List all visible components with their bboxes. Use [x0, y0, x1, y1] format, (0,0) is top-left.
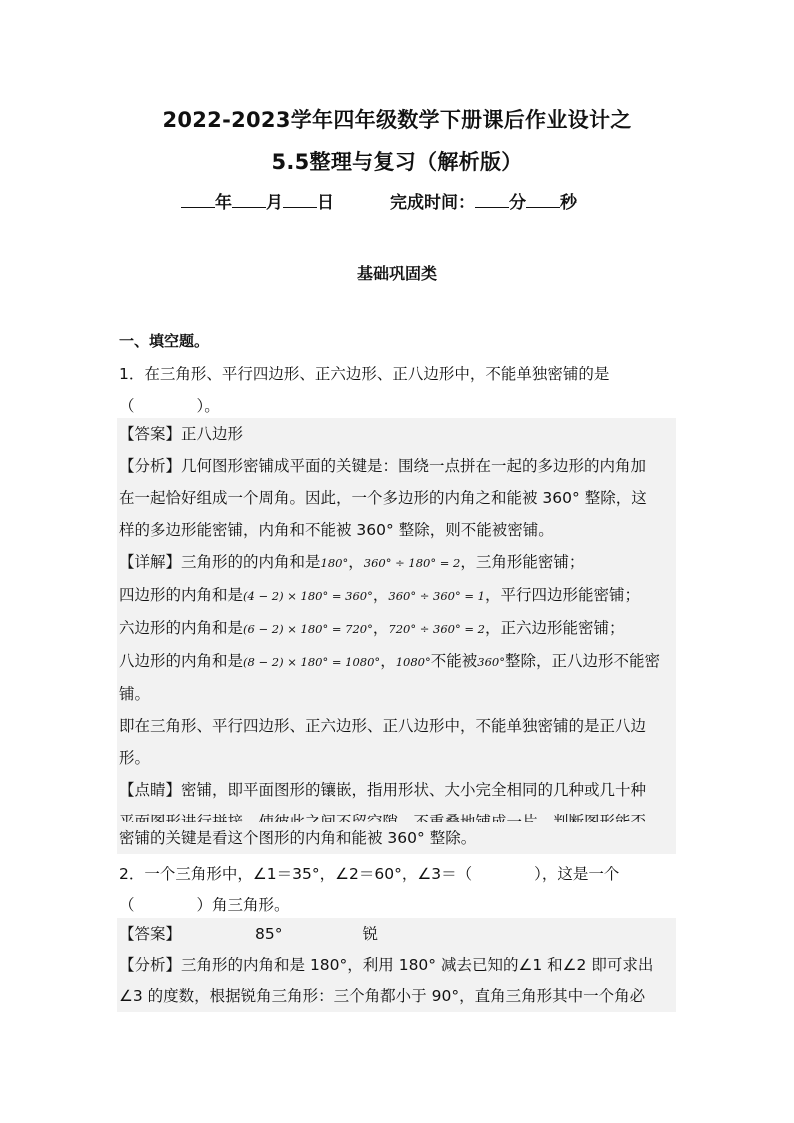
separator: ，: [380, 652, 396, 670]
detail-line-3-end: ，正六边形能密铺；: [485, 619, 625, 637]
q1-stem-line-1: 1．在三角形、平行四边形、正六边形、正八边形中，不能单独密铺的是: [119, 365, 610, 383]
analysis-line-1: 三角形的内角和是 180°，利用 180° 减去已知的∠1 和∠2 即可求出: [181, 956, 654, 974]
analysis-line-2: 在一起恰好组成一个周角。因此，一个多边形的内角之和能被 360° 整除，这: [119, 489, 647, 507]
detail-line-5: 铺。: [119, 685, 151, 703]
detail-line-4-text: 八边形的内角和是: [119, 652, 244, 670]
detail-line-2-text: 四边形的内角和是: [119, 586, 244, 604]
formula: 360°: [477, 655, 505, 669]
second-label: 秒: [560, 193, 577, 213]
q2-answer: [117, 918, 676, 950]
formula: (6 − 2) × 180° = 720°: [243, 622, 373, 636]
q1-stem-line-2: （ ）。: [119, 397, 220, 415]
answer-value-1: 85°: [255, 925, 283, 943]
section-title: 基础巩固类: [356, 264, 437, 283]
month-blank[interactable]: [232, 193, 266, 208]
detail-line-4-end: 整除，正八边形不能密: [504, 652, 660, 670]
date-time-line: [181, 188, 577, 213]
minute-label: 分: [509, 193, 526, 213]
separator: ，: [348, 553, 364, 571]
year-blank[interactable]: [181, 193, 215, 208]
detail-line-1-end: ，三角形能密铺；: [460, 553, 585, 571]
analysis-tag: 【分析】: [119, 457, 182, 475]
day-blank[interactable]: [283, 193, 317, 208]
part-title: 一、填空题。: [119, 332, 210, 350]
comment-line-1: 密铺，即平面图形的镶嵌，指用形状、大小完全相同的几种或几十种: [181, 781, 647, 799]
formula: (8 − 2) × 180° = 1080°: [243, 655, 381, 669]
answer-tag: 【答案】: [119, 925, 182, 943]
analysis-line-1: 几何图形密铺成平面的关键是：围绕一点拼在一起的多边形的内角加: [181, 457, 647, 475]
q2-stem-line-2: （ ）角三角形。: [119, 896, 290, 914]
q1-comment-line-3: 密铺的关键是看这个图形的内角和能被 360° 整除。: [117, 822, 676, 854]
answer-text: 正八边形: [181, 425, 244, 443]
formula: 1080°: [395, 655, 431, 669]
comment-tag: 【点睛】: [119, 781, 182, 799]
q1-answer: [117, 418, 676, 450]
detail-line-1-text: 三角形的的内角和是: [181, 553, 321, 571]
detail-line-2-end: ，平行四边形能密铺；: [485, 586, 641, 604]
second-blank[interactable]: [526, 193, 560, 208]
formula: 720° ÷ 360° = 2: [388, 622, 486, 636]
q1-detail: [117, 546, 676, 850]
q2-stem-line-1: 2．一个三角形中，∠1＝35°，∠2＝60°，∠3＝（ ），这是一个: [119, 865, 620, 883]
separator: ，: [372, 586, 389, 604]
completion-time-label: 完成时间：: [390, 193, 475, 213]
answer-tag: 【答案】: [119, 425, 182, 443]
conclusion-line-1: 即在三角形、平行四边形、正六边形、正八边形中，不能单独密铺的是正八边: [119, 717, 647, 735]
analysis-line-3: 样的多边形能密铺，内角和不能被 360° 整除，则不能被密铺。: [119, 521, 554, 539]
detail-line-3-text: 六边形的内角和是: [119, 619, 244, 637]
month-label: 月: [266, 193, 283, 213]
answer-value-2: 锐: [362, 925, 379, 943]
day-label: 日: [317, 193, 334, 213]
conclusion-line-2: 形。: [119, 749, 151, 767]
q2-analysis: [117, 950, 676, 1012]
q1-analysis: [117, 450, 676, 546]
document-title-line-1: 2022-2023学年四年级数学下册课后作业设计之: [162, 108, 632, 132]
formula: 180°: [320, 556, 349, 570]
formula: 360° ÷ 360° = 1: [388, 589, 486, 603]
formula: 360° ÷ 180° = 2: [363, 556, 461, 570]
separator: ，: [372, 619, 389, 637]
year-label: 年: [215, 193, 232, 213]
analysis-line-2: ∠3 的度数，根据锐角三角形：三个角都小于 90°，直角三角形其中一个角必: [119, 987, 646, 1005]
detail-tag: 【详解】: [119, 553, 182, 571]
minute-blank[interactable]: [475, 193, 509, 208]
formula: (4 − 2) × 180° = 360°: [243, 589, 373, 603]
detail-line-4-mid: 不能被: [430, 652, 478, 670]
analysis-tag: 【分析】: [119, 956, 182, 974]
document-title-line-2: 5.5整理与复习（解析版）: [271, 150, 523, 174]
